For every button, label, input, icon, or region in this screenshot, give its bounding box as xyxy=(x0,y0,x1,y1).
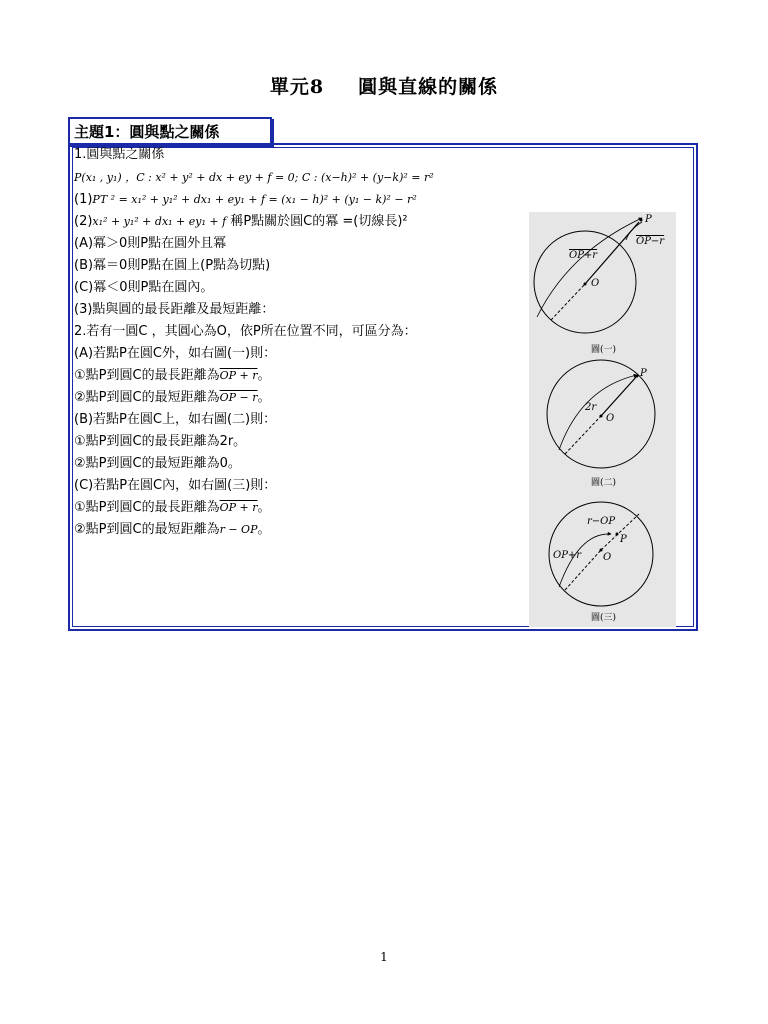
line-3 xyxy=(74,192,417,208)
fig3-label-o: O xyxy=(603,552,612,563)
fig1-caption: 圖(一) xyxy=(591,345,617,355)
fig1-label-sum: OP+r xyxy=(569,250,598,261)
line-16: (C)若點P在圓C內，如右圖(三)則： xyxy=(74,478,277,493)
line-7: (C)冪＜0則P點在圓內。 xyxy=(74,280,214,295)
line-6: (B)冪＝0則P點在圓上(P點為切點) xyxy=(74,258,271,273)
fig1-circle xyxy=(534,231,636,333)
fig1-label-o: O xyxy=(591,278,600,289)
fig2-center-dot xyxy=(600,415,603,418)
line-4 xyxy=(74,214,408,230)
line-4-math: x₁² + y₁² + dx₁ + ey₁ + f xyxy=(92,215,227,228)
page-number: 1 xyxy=(380,950,388,964)
fig2-dashed xyxy=(565,416,601,454)
fig2-solid xyxy=(601,376,637,416)
line-2: P(x₁ , y₁) ，C : x² + y² + dx + ey + f = 0; C : (x−h)² + (y−k)² = r² xyxy=(74,171,434,184)
line-18-text: ②點P到圓C的最短距離為 xyxy=(74,522,220,537)
fig2-p-dot xyxy=(636,375,639,378)
line-11-math: OP + r xyxy=(219,369,258,382)
topic-label: 主題1：圓與點之關係 xyxy=(74,123,220,141)
line-18-end: 。 xyxy=(257,522,271,537)
line-17-end: 。 xyxy=(257,500,271,515)
topic-box xyxy=(68,117,272,145)
line-17 xyxy=(74,500,270,516)
line-12 xyxy=(74,390,270,406)
line-8: (3)點與圓的最長距離及最短距離： xyxy=(74,302,275,317)
unit-title xyxy=(0,72,768,99)
line-11-end: 。 xyxy=(257,368,271,383)
figure-panel xyxy=(529,212,676,627)
fig1-arc-long xyxy=(537,218,642,317)
line-9: 2.若有一圓C ，其圓心為O，依P所在位置不同，可區分為： xyxy=(74,324,417,339)
fig2-label-o: O xyxy=(606,413,615,424)
line-11 xyxy=(74,368,270,384)
fig2-arc xyxy=(559,375,637,450)
line-17-math: OP + r xyxy=(219,501,258,514)
line-11-text: ①點P到圓C的最長距離為 xyxy=(74,368,220,383)
fig1-p-dot xyxy=(640,219,643,222)
line-1: 1.圓與點之關係 xyxy=(74,147,165,162)
line-12-math: OP − r xyxy=(219,391,258,404)
fig3-p-dot xyxy=(616,533,619,536)
line-13: (B)若點P在圓C上，如右圖(二)則： xyxy=(74,412,277,427)
fig2-label-2r: 2r xyxy=(585,402,597,413)
line-4-text: 稱P點關於圓C的冪 =(切線長)² xyxy=(230,214,408,229)
line-12-text: ②點P到圓C的最短距離為 xyxy=(74,390,220,405)
unit-label: 單元8 xyxy=(269,76,325,98)
unit-heading: 圓與直線的關係 xyxy=(358,76,499,98)
fig2-circle xyxy=(547,360,655,468)
line-12-end: 。 xyxy=(257,390,271,405)
fig1-label-diff: OP−r xyxy=(636,236,665,247)
line-15: ②點P到圓C的最短距離為0。 xyxy=(74,456,241,471)
line-17-text: ①點P到圓C的最長距離為 xyxy=(74,500,220,515)
line-3-prefix: (1) xyxy=(74,192,93,207)
fig2-label-p: P xyxy=(640,368,647,379)
line-14: ①點P到圓C的最長距離為2r。 xyxy=(74,434,247,449)
fig3-caption: 圖(三) xyxy=(591,613,617,623)
line-10: (A)若點P在圓C外，如右圖(一)則： xyxy=(74,346,277,361)
fig1-center-dot xyxy=(584,283,587,286)
line-4-prefix: (2) xyxy=(74,214,93,229)
line-18-math: r − OP xyxy=(219,523,258,536)
line-5: (A)冪＞0則P點在圓外且冪 xyxy=(74,236,227,251)
line-18 xyxy=(74,522,270,538)
line-3-math: PT ² = x₁² + y₁² + dx₁ + ey₁ + f = (x₁ − h)² + (y₁ − k)² − r² xyxy=(92,193,417,206)
fig2-caption: 圖(二) xyxy=(591,478,617,488)
fig1-dashed xyxy=(551,284,585,320)
fig3-label-diff: r−OP xyxy=(587,516,616,527)
fig1-label-p: P xyxy=(645,214,652,225)
fig3-label-sum: OP+r xyxy=(553,550,582,561)
figures-svg xyxy=(529,212,676,627)
fig3-label-p: P xyxy=(620,534,627,545)
